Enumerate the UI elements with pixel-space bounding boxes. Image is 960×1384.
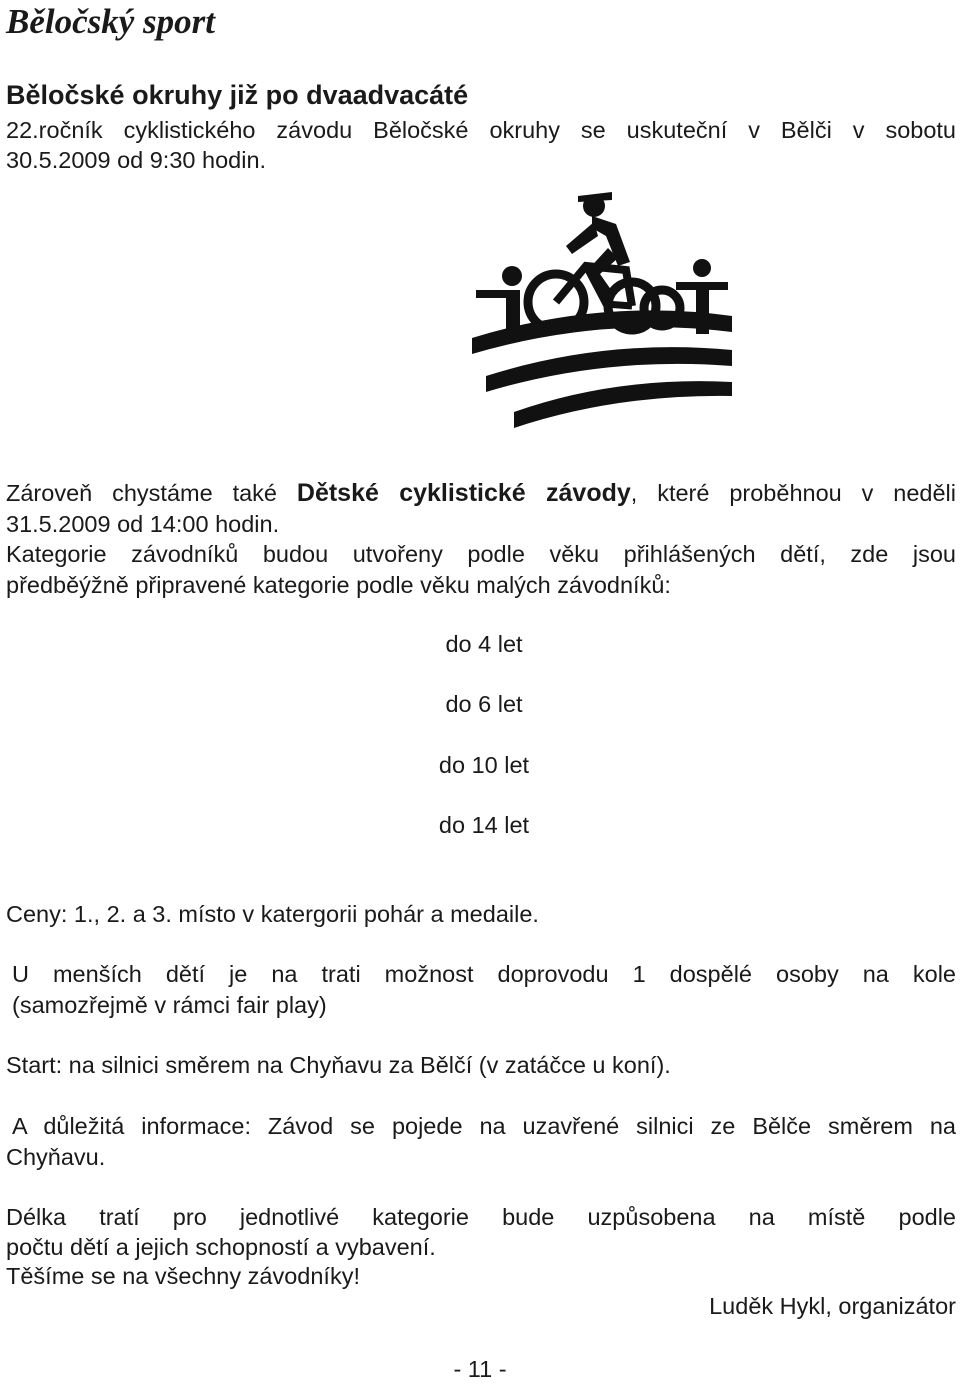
kids-race-post: , které proběhnou v neděli (630, 480, 956, 506)
prizes-text: Ceny: 1., 2. a 3. místo v katergorii pohár a medaile. (6, 901, 539, 927)
page-number: - 11 - (453, 1356, 507, 1382)
kids-race-bold: Dětské cyklistické závody (296, 479, 631, 507)
intro-line-2: 30.5.2009 od 9:30 hodin. (6, 147, 267, 173)
kids-race-line-1 (6, 478, 956, 508)
info-line-1: A důležitá informace: Závod se pojede na uzavřené silnici ze Bělče směrem na (12, 1113, 956, 1139)
article-heading: Běločské okruhy již po dvaadvacáté (6, 80, 469, 110)
category-item: do 6 let (445, 691, 523, 717)
cyclist-clipart-icon (466, 188, 738, 446)
escort-line-2: (samozřejmě v rámci fair play) (12, 992, 327, 1018)
kids-race-line-2: 31.5.2009 od 14:00 hodin. (6, 511, 280, 537)
start-location: Start: na silnici směrem na Chyňavu za Bělčí (v zatáčce u koní). (6, 1052, 671, 1078)
categories-intro-line-2: předběýžně připravené kategorie podle věku malých závodníků: (6, 572, 671, 598)
kids-race-pre: Zároveň chystáme také (6, 480, 297, 506)
category-item: do 10 let (438, 752, 530, 778)
category-item: do 14 let (438, 812, 530, 838)
category-item: do 4 let (445, 631, 523, 657)
page-title: Běločský sport (6, 2, 216, 41)
signature: Luděk Hykl, organizátor (709, 1293, 956, 1319)
escort-line-1: U menších dětí je na trati možnost doprovodu 1 dospělé osoby na kole (12, 961, 956, 987)
length-line-1: Délka tratí pro jednotlivé kategorie bude uzpůsobena na místě podle (6, 1204, 956, 1230)
length-line-2: počtu dětí a jejich schopností a vybavení. (6, 1234, 436, 1260)
intro-line-1: 22.ročník cyklistického závodu Běločské okruhy se uskuteční v Bělči v sobotu (6, 117, 956, 143)
closing-text: Těšíme se na všechny závodníky! (6, 1263, 360, 1289)
info-line-2: Chyňavu. (6, 1144, 106, 1170)
categories-intro-line-1: Kategorie závodníků budou utvořeny podle věku přihlášených dětí, zde jsou (6, 541, 956, 567)
